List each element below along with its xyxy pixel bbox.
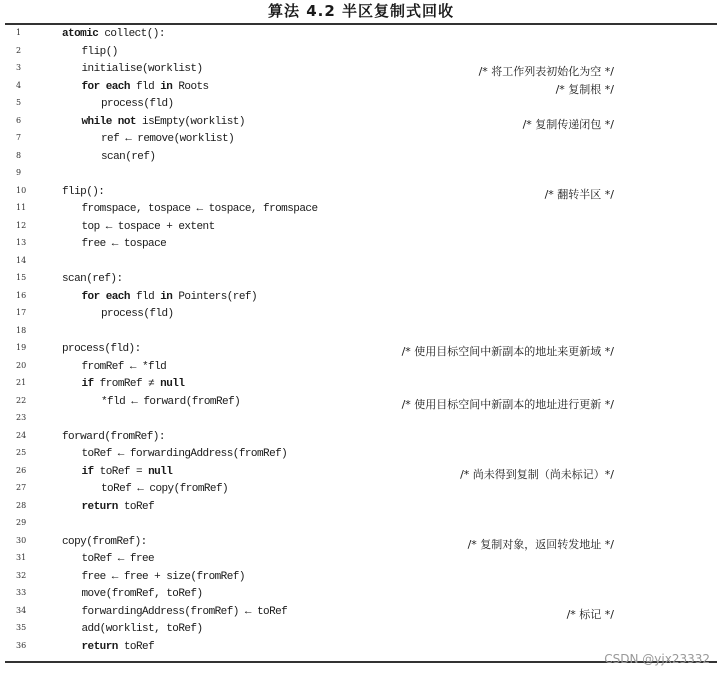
line-number: 28 [16, 500, 27, 510]
keyword: return [81, 500, 118, 513]
line-number: 4 [16, 80, 22, 90]
keyword: if [81, 465, 94, 478]
code-line [0, 361, 722, 379]
code-comment: /* 复制根 */ [555, 82, 614, 96]
code-text [82, 623, 203, 635]
code-text [101, 151, 155, 163]
line-number: 16 [16, 290, 27, 300]
code-fragment: flip(): [62, 185, 105, 198]
code-fragment: fld [129, 290, 161, 303]
code-fragment: toRef ← free [81, 553, 155, 565]
watermark: CSDN @yjx23332 [604, 652, 710, 666]
code-fragment: forwardingAddress(fromRef) ← toRef [81, 605, 288, 618]
code-line [0, 571, 722, 589]
line-number: 11 [16, 203, 27, 212]
code-line [0, 116, 722, 134]
code-text [82, 553, 155, 565]
algorithm-code [0, 28, 722, 658]
code-text [62, 536, 147, 548]
code-line [0, 221, 722, 239]
line-number: 17 [16, 308, 27, 317]
code-text [82, 63, 203, 75]
code-line [0, 28, 722, 46]
line-number: 21 [16, 378, 27, 387]
code-line [0, 326, 722, 344]
code-line [0, 518, 722, 536]
code-line [0, 431, 722, 449]
code-fragment: Pointers(ref) [172, 290, 258, 303]
code-line [0, 273, 722, 291]
code-line [0, 536, 722, 554]
code-line [0, 186, 722, 204]
code-fragment: move(fromRef, toRef) [81, 588, 203, 600]
code-text [101, 483, 228, 495]
line-number: 18 [16, 325, 27, 335]
code-text [82, 571, 245, 583]
line-number: 25 [16, 448, 27, 457]
code-text [62, 28, 165, 40]
code-line [0, 553, 722, 571]
line-number: 10 [16, 185, 27, 195]
line-number: 24 [16, 430, 27, 440]
code-text [82, 221, 215, 233]
code-line [0, 413, 722, 431]
code-line [0, 238, 722, 256]
code-text [82, 203, 318, 215]
code-fragment: toRef = [93, 465, 149, 478]
code-fragment: fld [129, 80, 161, 93]
code-text [101, 98, 174, 110]
code-text [82, 466, 173, 478]
code-comment: /* 标记 */ [566, 607, 614, 621]
code-line [0, 588, 722, 606]
code-fragment: isEmpty(worklist) [135, 115, 245, 128]
line-number: 5 [16, 98, 22, 107]
code-line [0, 133, 722, 151]
line-number: 20 [16, 360, 27, 370]
code-text [101, 396, 240, 408]
code-fragment: *fld ← forward(fromRef) [101, 395, 241, 408]
keyword: for each [81, 80, 130, 93]
code-fragment: free ← tospace [81, 238, 167, 250]
code-comment: /* 使用目标空间中新副本的地址进行更新 */ [401, 397, 614, 411]
code-fragment: ref ← remove(worklist) [101, 133, 235, 145]
code-line [0, 291, 722, 309]
code-line [0, 396, 722, 414]
code-line [0, 63, 722, 81]
code-line [0, 203, 722, 221]
code-line [0, 81, 722, 99]
code-text [82, 588, 203, 600]
line-number: 34 [16, 605, 27, 615]
code-fragment: flip() [81, 45, 118, 58]
code-text [82, 641, 155, 653]
code-fragment: forward(fromRef): [62, 430, 165, 443]
code-fragment: toRef [117, 640, 155, 653]
keyword: in [160, 290, 173, 303]
line-number: 35 [16, 623, 27, 632]
line-number: 15 [16, 273, 27, 282]
code-line [0, 256, 722, 274]
keyword: null [160, 378, 185, 390]
code-line [0, 151, 722, 169]
code-fragment: process(fld) [101, 98, 174, 110]
code-text [82, 501, 155, 513]
code-comment: /* 使用目标空间中新副本的地址来更新域 */ [401, 345, 614, 358]
line-number: 31 [16, 553, 27, 562]
code-text [62, 343, 141, 355]
line-number: 3 [16, 63, 22, 72]
code-comment: /* 翻转半区 */ [544, 187, 614, 201]
code-fragment: process(fld): [62, 343, 141, 355]
code-text [101, 308, 174, 320]
line-number: 26 [16, 465, 27, 475]
code-line [0, 606, 722, 624]
code-fragment: Roots [172, 80, 209, 93]
code-fragment: fromRef ← *fld [81, 360, 167, 373]
line-number: 6 [16, 115, 22, 125]
code-fragment: add(worklist, toRef) [81, 623, 203, 635]
code-comment: /* 复制对象，返回转发地址 */ [467, 537, 614, 551]
code-line [0, 98, 722, 116]
line-number: 29 [16, 518, 27, 527]
code-fragment: process(fld) [101, 308, 174, 320]
code-text [82, 116, 245, 128]
line-number: 8 [16, 150, 22, 160]
code-line [0, 168, 722, 186]
keyword: in [160, 80, 173, 93]
keyword: for each [81, 290, 130, 303]
line-number: 23 [16, 413, 27, 422]
code-fragment: collect(): [98, 28, 165, 40]
line-number: 27 [16, 483, 27, 492]
code-line [0, 448, 722, 466]
keyword: while not [81, 115, 136, 128]
line-number: 2 [16, 45, 22, 55]
algorithm-title: 算法 4.2 半区复制式回收 [267, 2, 455, 20]
code-text [82, 291, 258, 303]
code-text [82, 238, 167, 250]
code-text [82, 448, 288, 460]
keyword: if [81, 378, 94, 390]
code-line [0, 378, 722, 396]
keyword: return [81, 640, 118, 653]
code-line [0, 46, 722, 64]
code-line [0, 308, 722, 326]
code-line [0, 501, 722, 519]
code-line [0, 343, 722, 361]
code-fragment: toRef [117, 500, 155, 513]
code-text [82, 46, 118, 58]
keyword: atomic [62, 28, 99, 40]
line-number: 13 [16, 238, 27, 247]
top-rule [5, 23, 717, 25]
line-number: 9 [16, 168, 22, 177]
line-number: 22 [16, 395, 27, 405]
code-comment: /* 将工作列表初始化为空 */ [478, 65, 614, 78]
line-number: 14 [16, 255, 27, 265]
code-fragment: free ← free + size(fromRef) [81, 570, 245, 583]
line-number: 7 [16, 133, 22, 142]
code-fragment: toRef ← forwardingAddress(fromRef) [81, 448, 288, 460]
code-fragment: fromRef ≠ [93, 378, 161, 390]
code-line [0, 623, 722, 641]
line-number: 33 [16, 588, 27, 597]
code-text [82, 606, 288, 618]
code-text [82, 378, 185, 390]
code-text [82, 361, 167, 373]
code-text [101, 133, 234, 145]
line-number: 36 [16, 640, 27, 650]
line-number: 1 [16, 28, 22, 37]
code-comment: /* 复制传递闭包 */ [522, 117, 614, 131]
line-number: 30 [16, 535, 27, 545]
code-text [82, 81, 209, 93]
code-fragment: top ← tospace + extent [81, 220, 215, 233]
line-number: 19 [16, 343, 27, 352]
code-fragment: scan(ref) [101, 150, 156, 163]
code-fragment: initialise(worklist) [81, 63, 203, 75]
code-text [62, 186, 104, 198]
code-line [0, 466, 722, 484]
code-text [62, 273, 123, 285]
line-number: 32 [16, 570, 27, 580]
keyword: null [148, 465, 173, 478]
code-line [0, 483, 722, 501]
code-comment: /* 尚未得到复制（尚未标记）*/ [460, 467, 614, 481]
code-fragment: toRef ← copy(fromRef) [101, 483, 229, 495]
code-fragment: scan(ref): [62, 273, 123, 285]
line-number: 12 [16, 220, 27, 230]
code-text [62, 431, 165, 443]
code-fragment: fromspace, tospace ← tospace, fromspace [81, 203, 318, 215]
code-fragment: copy(fromRef): [62, 535, 147, 548]
